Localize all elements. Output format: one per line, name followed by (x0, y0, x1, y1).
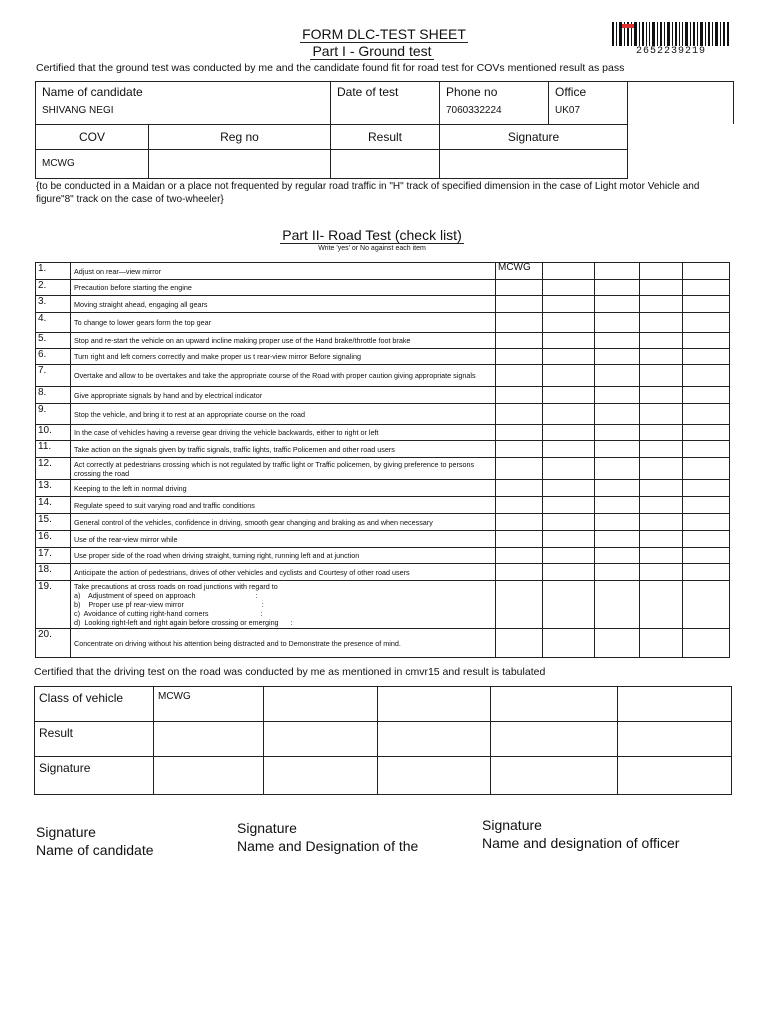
item-number: 16. (36, 531, 71, 548)
check-cell[interactable] (683, 425, 730, 441)
signature-cell[interactable] (491, 757, 618, 795)
check-cell[interactable] (640, 548, 683, 564)
item-description: Moving straight ahead, engaging all gears (74, 299, 208, 309)
check-cell[interactable] (640, 458, 683, 480)
checklist-row (36, 387, 730, 404)
office-code[interactable]: UK07 (549, 102, 628, 124)
check-cell[interactable] (683, 458, 730, 480)
candidate-signature-block (36, 823, 154, 859)
road-test-certification: Certified that the driving test on the road was conducted by me as mentioned in cmvr15 and result is tabulated (34, 666, 546, 678)
signature-caption: Signature (36, 824, 96, 840)
item-text (71, 296, 496, 313)
signature-cell[interactable] (618, 757, 732, 795)
item-description: Act correctly at pedestrians crossing which is not regulated by traffic light or Traffic policemen, by giving preference to persons crossing the road (74, 459, 475, 478)
item-description: Adjust on rear—view mirror (74, 266, 162, 276)
check-cell[interactable] (595, 333, 640, 349)
class-cell[interactable] (618, 687, 732, 722)
checklist-row (36, 514, 730, 531)
item-number: 1. (36, 263, 71, 280)
officer-signature-block (482, 816, 679, 852)
check-cell[interactable] (595, 531, 640, 548)
check-cell[interactable] (543, 365, 595, 387)
check-cell[interactable] (543, 441, 595, 458)
item-number: 11. (36, 441, 71, 458)
check-cell[interactable] (543, 404, 595, 425)
check-cell[interactable] (543, 280, 595, 296)
check-cell[interactable] (543, 548, 595, 564)
item-text (71, 349, 496, 365)
check-cell[interactable] (683, 629, 730, 658)
check-cell[interactable] (683, 404, 730, 425)
mcwg-column-header[interactable]: MCWG (496, 263, 543, 280)
class-of-vehicle-label: Class of vehicle (35, 687, 154, 722)
check-cell[interactable] (640, 365, 683, 387)
check-cell[interactable] (640, 296, 683, 313)
check-cell[interactable] (595, 548, 640, 564)
check-cell[interactable] (640, 564, 683, 581)
check-cell[interactable] (595, 365, 640, 387)
signature-label: Signature (440, 124, 628, 149)
checklist-row (36, 313, 730, 333)
barcode-icon (612, 22, 730, 46)
check-cell[interactable] (496, 458, 543, 480)
check-cell[interactable] (683, 280, 730, 296)
item-description: Turn right and left corners correctly and make proper us t rear-view mirror Before signaling (74, 352, 361, 361)
road-test-result-table (34, 686, 732, 795)
class-of-vehicle-value[interactable]: MCWG (154, 687, 264, 722)
item-number: 9. (36, 404, 71, 425)
item-text (71, 548, 496, 564)
check-cell[interactable] (640, 629, 683, 658)
check-cell[interactable] (595, 480, 640, 497)
check-cell[interactable] (683, 581, 730, 629)
check-cell[interactable] (496, 387, 543, 404)
item-text (71, 425, 496, 441)
check-cell[interactable] (496, 514, 543, 531)
checklist-row (36, 263, 730, 280)
check-cell[interactable] (683, 514, 730, 531)
check-cell[interactable] (543, 629, 595, 658)
check-cell[interactable] (543, 313, 595, 333)
checklist-row (36, 480, 730, 497)
check-cell[interactable] (683, 480, 730, 497)
checklist-row (36, 280, 730, 296)
barcode-number: 2652239219 (635, 46, 706, 57)
check-cell[interactable] (595, 349, 640, 365)
name-caption: Name and Designation of the (237, 838, 419, 854)
check-cell[interactable] (683, 333, 730, 349)
check-cell[interactable] (595, 458, 640, 480)
item-number: 15. (36, 514, 71, 531)
check-cell[interactable] (543, 349, 595, 365)
checklist-row (36, 458, 730, 480)
check-cell[interactable] (496, 629, 543, 658)
cov-value[interactable]: MCWG (36, 149, 149, 178)
item-subpoint: c) Avoidance of cutting right-hand corners : (74, 609, 263, 618)
reg-no-label: Reg no (149, 124, 331, 149)
signature-cell[interactable] (154, 757, 264, 795)
item-text (71, 404, 496, 425)
check-cell[interactable] (496, 564, 543, 581)
item-number: 8. (36, 387, 71, 404)
item-text (71, 514, 496, 531)
check-cell[interactable] (683, 441, 730, 458)
signature-field[interactable] (440, 149, 628, 178)
form-title: FORM DLC-TEST SHEET (302, 26, 466, 42)
check-cell[interactable] (595, 404, 640, 425)
signature-caption: Signature (237, 820, 297, 836)
check-cell[interactable] (496, 581, 543, 629)
class-cell[interactable] (378, 687, 491, 722)
date-label: Date of test (331, 82, 440, 103)
checklist-row (36, 581, 730, 629)
item-subpoint: b) Proper use pf rear-view mirror : (74, 600, 264, 609)
item-description: Take action on the signals given by traffic signals, traffic lights, traffic Policemen and other road users (74, 444, 395, 454)
signature-row-label: Signature (35, 757, 154, 795)
test-date[interactable] (331, 102, 440, 124)
check-cell[interactable] (640, 387, 683, 404)
check-cell[interactable] (683, 349, 730, 365)
item-description: Regulate speed to suit varying road and traffic conditions (74, 500, 255, 510)
candidate-name[interactable]: SHIVANG NEGI (36, 102, 331, 124)
name-caption: Name of candidate (36, 842, 154, 858)
signature-caption: Signature (482, 817, 542, 833)
item-text (71, 531, 496, 548)
item-description: Precaution before starting the engine (74, 283, 192, 292)
class-cell[interactable] (264, 687, 378, 722)
check-cell[interactable] (595, 497, 640, 514)
item-number: 2. (36, 280, 71, 296)
check-cell[interactable] (640, 333, 683, 349)
check-cell[interactable] (496, 480, 543, 497)
check-cell[interactable] (595, 629, 640, 658)
ground-test-certification: Certified that the ground test was conducted by me and the candidate found fit for road test for COVs mentioned result as pass (36, 62, 625, 74)
item-text (71, 480, 496, 497)
item-description: Concentrate on driving without his attention being distracted and to Demonstrate the presence of mind. (74, 638, 401, 648)
check-cell[interactable] (543, 581, 595, 629)
check-cell[interactable] (543, 514, 595, 531)
check-cell[interactable] (595, 581, 640, 629)
check-cell[interactable] (595, 313, 640, 333)
item-text (71, 365, 496, 387)
check-cell[interactable] (640, 263, 683, 280)
check-cell[interactable] (640, 531, 683, 548)
check-cell[interactable] (640, 404, 683, 425)
item-number: 10. (36, 425, 71, 441)
check-cell[interactable] (543, 263, 595, 280)
check-cell[interactable] (595, 441, 640, 458)
checklist-row (36, 531, 730, 548)
check-cell[interactable] (496, 425, 543, 441)
result-cell[interactable] (264, 722, 378, 757)
checklist-row (36, 349, 730, 365)
check-cell[interactable] (543, 387, 595, 404)
check-cell[interactable] (543, 333, 595, 349)
item-number: 6. (36, 349, 71, 365)
check-cell[interactable] (683, 548, 730, 564)
check-cell[interactable] (683, 497, 730, 514)
item-subpoint: d) Looking right-left and right again before crossing or emerging : (74, 618, 293, 627)
item-number: 18. (36, 564, 71, 581)
signature-cell[interactable] (264, 757, 378, 795)
phone-label: Phone no (440, 82, 549, 103)
check-cell[interactable] (640, 349, 683, 365)
item-text (71, 497, 496, 514)
result-field[interactable] (331, 149, 440, 178)
item-number: 17. (36, 548, 71, 564)
item-description: Anticipate the action of pedestrians, drives of other vehicles and cyclists and Courtesy of other road users (74, 567, 410, 577)
check-cell[interactable] (640, 581, 683, 629)
item-description: Use of the rear-view mirror while (74, 534, 178, 544)
check-cell[interactable] (496, 333, 543, 349)
item-text (71, 458, 496, 480)
check-cell[interactable] (595, 296, 640, 313)
check-cell[interactable] (683, 313, 730, 333)
class-cell[interactable] (491, 687, 618, 722)
check-cell[interactable] (543, 425, 595, 441)
item-description: Give appropriate signals by hand and by electrical indicator (74, 390, 263, 400)
check-cell[interactable] (543, 296, 595, 313)
name-label: Name of candidate (36, 82, 331, 103)
reg-no-field[interactable] (149, 149, 331, 178)
examiner-signature-block (237, 819, 418, 855)
check-cell[interactable] (595, 263, 640, 280)
check-cell[interactable] (683, 387, 730, 404)
check-cell[interactable] (683, 531, 730, 548)
item-text (71, 333, 496, 349)
check-cell[interactable] (640, 280, 683, 296)
item-number: 7. (36, 365, 71, 387)
item-description: Take precautions at cross roads on road junctions with regard to (74, 582, 278, 591)
phone-number[interactable]: 7060332224 (440, 102, 549, 124)
check-cell[interactable] (543, 458, 595, 480)
check-cell[interactable] (496, 548, 543, 564)
check-cell[interactable] (640, 441, 683, 458)
check-cell[interactable] (496, 280, 543, 296)
check-cell[interactable] (683, 365, 730, 387)
result-cell[interactable] (154, 722, 264, 757)
item-number: 12. (36, 458, 71, 480)
result-cell[interactable] (378, 722, 491, 757)
check-cell[interactable] (543, 531, 595, 548)
result-cell[interactable] (618, 722, 732, 757)
check-cell[interactable] (595, 425, 640, 441)
check-cell[interactable] (496, 296, 543, 313)
checklist-row (36, 629, 730, 658)
checklist-row (36, 296, 730, 313)
item-description: Stop and re-start the vehicle on an upward incline making proper use of the Hand brake/throttle foot brake (74, 336, 411, 345)
check-cell[interactable] (595, 564, 640, 581)
name-caption: Name and designation of officer (482, 835, 680, 851)
checklist-row (36, 548, 730, 564)
item-description: Overtake and allow to be overtakes and take the appropriate course of the Road with proper caution giving appropriate signals (74, 371, 476, 380)
checklist-row (36, 365, 730, 387)
item-text (71, 387, 496, 404)
candidate-table (35, 81, 734, 179)
check-cell[interactable] (496, 349, 543, 365)
item-text (71, 441, 496, 458)
item-number: 19. (36, 581, 71, 629)
item-number: 4. (36, 313, 71, 333)
item-number: 13. (36, 480, 71, 497)
track-note: {to be conducted in a Maidan or a place not frequented by regular road traffic in "H" track of specified dimension in the case of Light motor Vehicle and figure"8" track on the case of two-wheeler} (36, 181, 700, 205)
result-row-label: Result (35, 722, 154, 757)
check-cell[interactable] (496, 441, 543, 458)
check-cell[interactable] (595, 514, 640, 531)
check-cell[interactable] (543, 480, 595, 497)
item-text (71, 280, 496, 296)
item-subpoint: a) Adjustment of speed on approach : (74, 591, 258, 600)
check-cell[interactable] (683, 296, 730, 313)
check-cell[interactable] (640, 480, 683, 497)
item-number: 14. (36, 497, 71, 514)
item-text (71, 313, 496, 333)
item-text (71, 263, 496, 280)
check-cell[interactable] (496, 313, 543, 333)
check-cell[interactable] (595, 280, 640, 296)
checklist-row (36, 425, 730, 441)
checklist-row (36, 497, 730, 514)
check-cell[interactable] (543, 497, 595, 514)
part1-title: Part I - Ground test (312, 43, 432, 59)
item-description: In the case of vehicles having a reverse gear driving the vehicle backwards, either to right or left (74, 428, 379, 437)
checklist-row (36, 404, 730, 425)
result-label: Result (331, 124, 440, 149)
signature-cell[interactable] (378, 757, 491, 795)
item-description: Stop the vehicle, and bring it to rest at an appropriate course on the road (74, 409, 305, 419)
check-cell[interactable] (543, 564, 595, 581)
check-cell[interactable] (496, 404, 543, 425)
checklist-table (35, 262, 730, 658)
item-text (71, 581, 496, 629)
check-cell[interactable] (496, 365, 543, 387)
check-cell[interactable] (595, 387, 640, 404)
checklist-instruction: Write 'yes' or No against each item (318, 245, 426, 252)
check-cell[interactable] (683, 564, 730, 581)
result-cell[interactable] (491, 722, 618, 757)
item-number: 3. (36, 296, 71, 313)
check-cell[interactable] (496, 497, 543, 514)
checklist-row (36, 441, 730, 458)
item-text (71, 564, 496, 581)
check-cell[interactable] (640, 313, 683, 333)
check-cell[interactable] (496, 531, 543, 548)
item-description: Keeping to the left in normal driving (74, 483, 187, 493)
office-label: Office (549, 82, 628, 103)
item-text (71, 629, 496, 658)
item-number: 5. (36, 333, 71, 349)
checklist-row (36, 564, 730, 581)
check-cell[interactable] (640, 425, 683, 441)
cov-label: COV (36, 124, 149, 149)
item-description: Use proper side of the road when driving straight, turning right, running left and at junction (74, 551, 360, 560)
check-cell[interactable] (640, 514, 683, 531)
item-description: General control of the vehicles, confidence in driving, smooth gear changing and braking as and when necessary (74, 517, 433, 527)
check-cell[interactable] (683, 263, 730, 280)
part2-title: Part II- Road Test (check list) (282, 227, 462, 243)
check-cell[interactable] (640, 497, 683, 514)
checklist-row (36, 333, 730, 349)
item-number: 20. (36, 629, 71, 658)
item-description: To change to lower gears form the top gear (74, 318, 212, 327)
